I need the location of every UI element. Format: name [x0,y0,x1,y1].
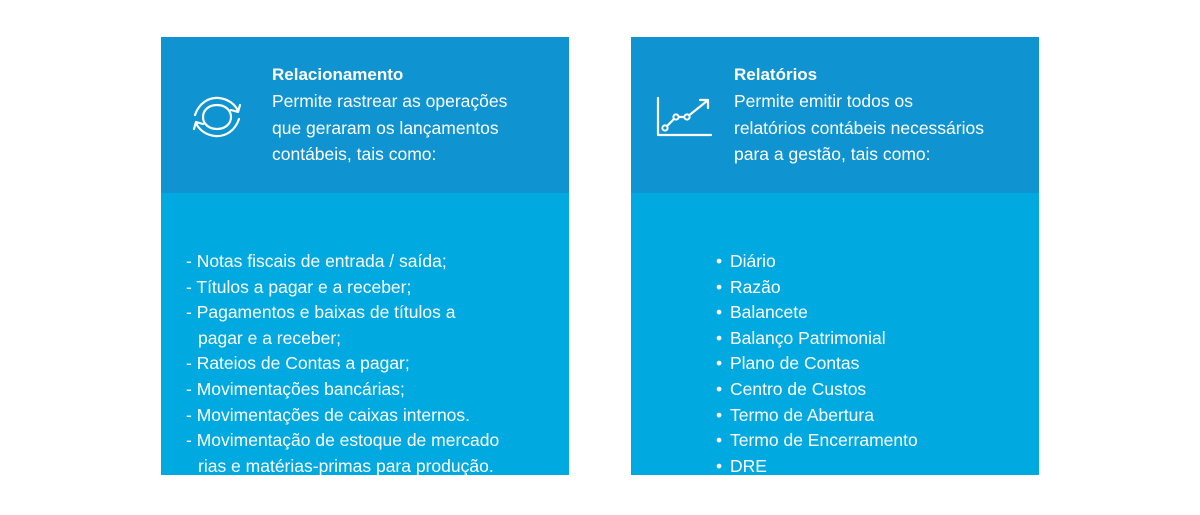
list-item: pagar e a receber; [198,327,342,348]
description-line: para a gestão, tais como: [734,144,931,164]
list-item: - Movimentações bancárias; [186,378,405,399]
relacionamento-body [161,193,569,475]
list-item: • Diário [716,249,918,275]
relacionamento-header [161,37,569,193]
relatorios-card [631,37,1039,475]
relacionamento-description [272,88,507,168]
line-chart-icon [654,94,714,140]
description-line: que geraram os lançamentos [272,117,499,138]
list-item: • Termo de Encerramento [716,428,918,454]
sync-arrows-icon [189,93,245,141]
list-item: - Movimentação de estoque de mercado [186,430,500,451]
list-item: • DRE [716,454,918,480]
list-item: • Plano de Contas [716,351,918,377]
relatorios-description [734,88,984,168]
description-line: contábeis, tais como: [272,144,437,164]
relacionamento-title: Relacionamento [272,65,404,84]
list-item: rias e matérias-primas para produção. [198,455,494,476]
relatorios-header [631,37,1039,193]
relatorios-list [716,249,918,479]
list-item: - Notas fiscais de entrada / saída; [186,251,447,271]
description-line: relatórios contábeis necessários [734,117,984,138]
list-item: • Balancete [716,300,918,326]
list-item: - Pagamentos e baixas de títulos a [186,302,456,323]
relacionamento-card [161,37,569,475]
list-item: - Títulos a pagar e a receber; [186,276,412,297]
list-item: • Termo de Abertura [716,403,918,429]
list-item: • Razão [716,275,918,301]
description-line: Permite emitir todos os [734,91,913,111]
list-item: • Centro de Custos [716,377,918,403]
list-item: - Rateios de Contas a pagar; [186,353,410,374]
relatorios-body [631,193,1039,475]
relacionamento-list [186,249,499,479]
description-line: Permite rastrear as operações [272,91,508,111]
list-item: - Movimentações de caixas internos. [186,404,471,425]
list-item: • Balanço Patrimonial [716,326,918,352]
relatorios-title: Relatórios [734,65,818,84]
